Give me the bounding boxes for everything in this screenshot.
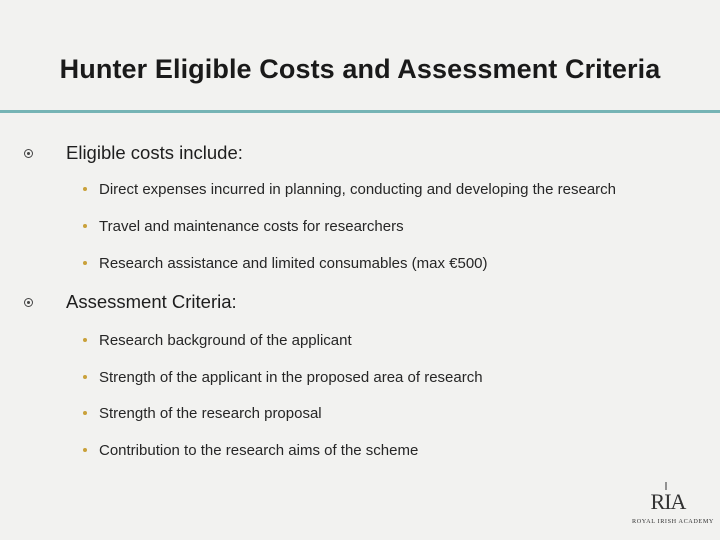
title-area: [0, 0, 720, 110]
list-item: [83, 439, 418, 461]
section-heading-text: Assessment Criteria:: [66, 291, 237, 312]
bullet-dot-icon: [83, 224, 87, 228]
bullet-dot-icon: [83, 448, 87, 452]
list-item: [83, 178, 616, 200]
circle-bullet-icon: [24, 298, 33, 307]
logo-mark-text: RIA: [650, 489, 686, 512]
list-item-text: Direct expenses incurred in planning, conducting and developing the research: [99, 180, 616, 198]
list-item-text: Research assistance and limited consumables (max €500): [99, 254, 488, 272]
list-item-text: Strength of the applicant in the proposed area of research: [99, 368, 483, 386]
bullet-dot-icon: [83, 411, 87, 415]
section-heading-text: Eligible costs include:: [66, 142, 243, 163]
list-item: [83, 366, 483, 388]
list-item-text: Contribution to the research aims of the scheme: [99, 441, 419, 459]
logo-name: ROYAL IRISH ACADEMY: [632, 518, 714, 525]
title-divider: [0, 110, 720, 113]
bullet-dot-icon: [83, 187, 87, 191]
list-item-text: Travel and maintenance costs for researchers: [99, 217, 404, 235]
bullet-dot-icon: [83, 375, 87, 379]
list-item: [83, 215, 404, 237]
circle-bullet-icon: [24, 149, 33, 158]
list-item: [83, 252, 488, 274]
list-item: [83, 402, 322, 424]
ria-logo-icon: [648, 482, 688, 512]
list-item: [83, 329, 352, 351]
list-item-text: Strength of the research proposal: [99, 404, 322, 422]
slide-title: Hunter Eligible Costs and Assessment Criteria: [59, 54, 661, 84]
section-heading-eligible-costs: [24, 140, 243, 166]
bullet-dot-icon: [83, 261, 87, 265]
bullet-dot-icon: [83, 338, 87, 342]
section-heading-assessment-criteria: [24, 289, 237, 315]
royal-irish-academy-logo: [628, 480, 718, 536]
list-item-text: Research background of the applicant: [99, 331, 352, 349]
